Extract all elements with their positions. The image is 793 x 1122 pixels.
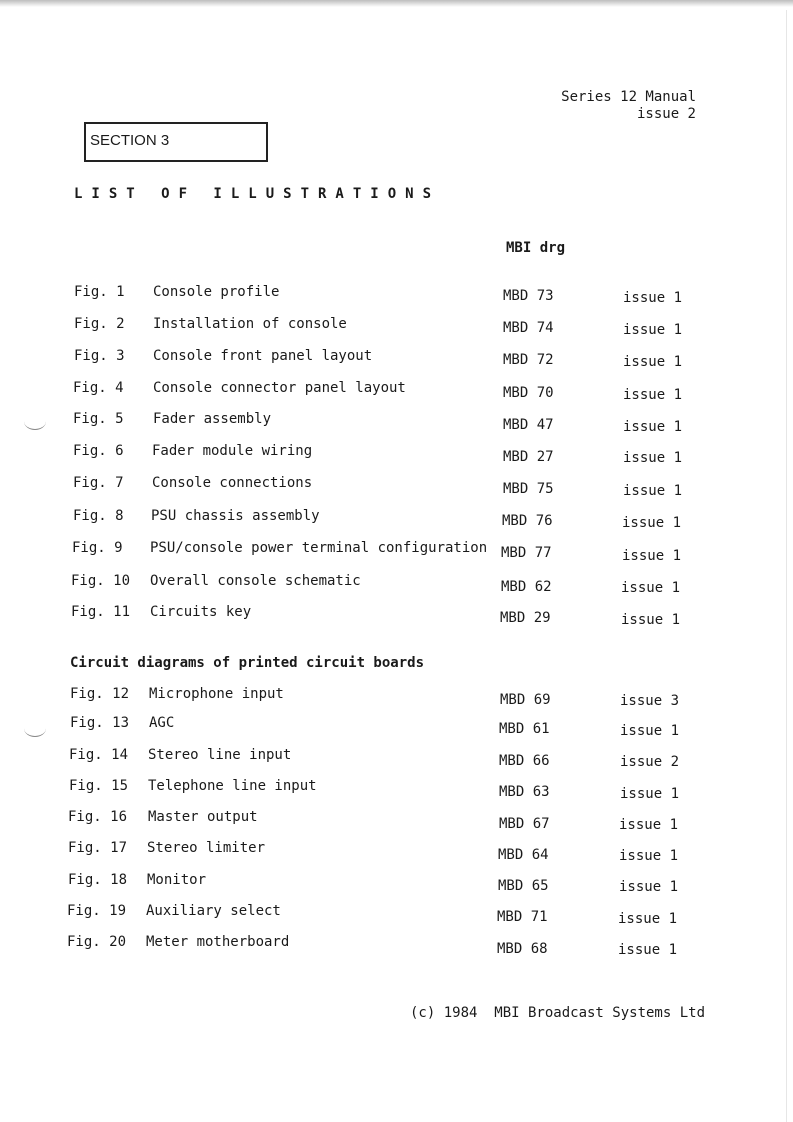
section-label: SECTION 3 bbox=[84, 122, 268, 162]
drawing-number: MBD 76 bbox=[502, 513, 553, 529]
copyright-footer: (c) 1984 MBI Broadcast Systems Ltd bbox=[410, 1005, 706, 1021]
series-title: Series 12 Manual bbox=[561, 89, 696, 105]
figure-description: Auxiliary select bbox=[146, 903, 281, 919]
figure-number: Fig. 20 bbox=[67, 934, 127, 950]
manual-header bbox=[561, 89, 696, 123]
drawing-issue: issue 1 bbox=[618, 942, 678, 958]
figure-number: Fig. 9 bbox=[72, 540, 123, 556]
drawing-number: MBD 72 bbox=[503, 352, 554, 368]
figure-number: Fig. 14 bbox=[69, 747, 129, 763]
figure-number: Fig. 1 bbox=[74, 284, 125, 300]
drawing-number: MBD 75 bbox=[503, 481, 554, 497]
drawing-number: MBD 77 bbox=[501, 545, 552, 561]
figure-number: Fig. 7 bbox=[73, 475, 124, 491]
drawing-number: MBD 61 bbox=[499, 721, 550, 737]
figure-number: Fig. 8 bbox=[73, 508, 124, 524]
figure-description: Console connector panel layout bbox=[153, 380, 406, 396]
figure-number: Fig. 5 bbox=[73, 411, 124, 427]
drawing-issue: issue 1 bbox=[623, 419, 683, 435]
drawing-number: MBD 68 bbox=[497, 941, 548, 957]
drawing-number: MBD 62 bbox=[501, 579, 552, 595]
drawing-number: MBD 27 bbox=[503, 449, 554, 465]
drawing-number: MBD 64 bbox=[498, 847, 549, 863]
figure-description: Monitor bbox=[147, 872, 207, 888]
figure-description: Telephone line input bbox=[148, 778, 317, 794]
punch-hole-mark bbox=[24, 720, 46, 737]
punch-hole-mark bbox=[24, 413, 46, 430]
figure-description: Stereo line input bbox=[148, 747, 292, 763]
drawing-issue: issue 1 bbox=[621, 580, 681, 596]
drawing-column-heading: MBI drg bbox=[506, 240, 566, 256]
drawing-issue: issue 1 bbox=[623, 450, 683, 466]
drawing-issue: issue 1 bbox=[622, 548, 682, 564]
figure-description: Fader module wiring bbox=[152, 443, 313, 459]
figure-description: Installation of console bbox=[153, 316, 347, 332]
figure-description: Master output bbox=[148, 809, 258, 825]
drawing-number: MBD 73 bbox=[503, 288, 554, 304]
figure-number: Fig. 17 bbox=[68, 840, 128, 856]
drawing-issue: issue 1 bbox=[619, 879, 679, 895]
figure-number: Fig. 3 bbox=[74, 348, 125, 364]
figure-number: Fig. 18 bbox=[68, 872, 128, 888]
figure-description: AGC bbox=[149, 715, 175, 731]
drawing-issue: issue 1 bbox=[619, 848, 679, 864]
drawing-number: MBD 70 bbox=[503, 385, 554, 401]
drawing-issue: issue 1 bbox=[619, 817, 679, 833]
figure-number: Fig. 4 bbox=[73, 380, 124, 396]
figure-number: Fig. 16 bbox=[68, 809, 128, 825]
issue-number: issue 2 bbox=[636, 106, 696, 122]
figure-description: Stereo limiter bbox=[147, 840, 266, 856]
drawing-number: MBD 47 bbox=[503, 417, 554, 433]
drawing-issue: issue 1 bbox=[623, 322, 683, 338]
drawing-number: MBD 65 bbox=[498, 878, 549, 894]
drawing-issue: issue 1 bbox=[623, 483, 683, 499]
figure-description: Overall console schematic bbox=[150, 573, 361, 589]
drawing-issue: issue 1 bbox=[621, 612, 681, 628]
drawing-number: MBD 69 bbox=[500, 692, 551, 708]
drawing-number: MBD 67 bbox=[499, 816, 550, 832]
pcb-section-heading: Circuit diagrams of printed circuit boards bbox=[70, 655, 425, 671]
drawing-number: MBD 71 bbox=[497, 909, 548, 925]
drawing-issue: issue 1 bbox=[623, 290, 683, 306]
figure-description: PSU chassis assembly bbox=[151, 508, 320, 524]
drawing-issue: issue 1 bbox=[620, 723, 680, 739]
drawing-issue: issue 1 bbox=[622, 515, 682, 531]
drawing-issue: issue 3 bbox=[620, 693, 680, 709]
figure-description: Meter motherboard bbox=[146, 934, 290, 950]
figure-number: Fig. 10 bbox=[71, 573, 131, 589]
figure-number: Fig. 13 bbox=[70, 715, 130, 731]
figure-description: Microphone input bbox=[149, 686, 284, 702]
scan-right-edge bbox=[786, 10, 787, 1122]
figure-description: Console connections bbox=[152, 475, 313, 491]
figure-number: Fig. 19 bbox=[67, 903, 127, 919]
drawing-issue: issue 2 bbox=[620, 754, 680, 770]
scan-top-edge bbox=[0, 0, 793, 7]
figure-description: Circuits key bbox=[150, 604, 252, 620]
drawing-number: MBD 74 bbox=[503, 320, 554, 336]
figure-description: Console profile bbox=[153, 284, 280, 300]
drawing-number: MBD 29 bbox=[500, 610, 551, 626]
figure-description: Console front panel layout bbox=[153, 348, 373, 364]
drawing-issue: issue 1 bbox=[623, 354, 683, 370]
figure-number: Fig. 11 bbox=[71, 604, 131, 620]
drawing-number: MBD 63 bbox=[499, 784, 550, 800]
figure-number: Fig. 6 bbox=[73, 443, 124, 459]
page-title: LIST OF ILLUSTRATIONS bbox=[74, 186, 441, 202]
figure-description: PSU/console power terminal configuration bbox=[150, 540, 488, 556]
drawing-number: MBD 66 bbox=[499, 753, 550, 769]
figure-number: Fig. 15 bbox=[69, 778, 129, 794]
figure-description: Fader assembly bbox=[153, 411, 272, 427]
figure-number: Fig. 12 bbox=[70, 686, 130, 702]
drawing-issue: issue 1 bbox=[618, 911, 678, 927]
drawing-issue: issue 1 bbox=[623, 387, 683, 403]
figure-number: Fig. 2 bbox=[74, 316, 125, 332]
drawing-issue: issue 1 bbox=[620, 786, 680, 802]
